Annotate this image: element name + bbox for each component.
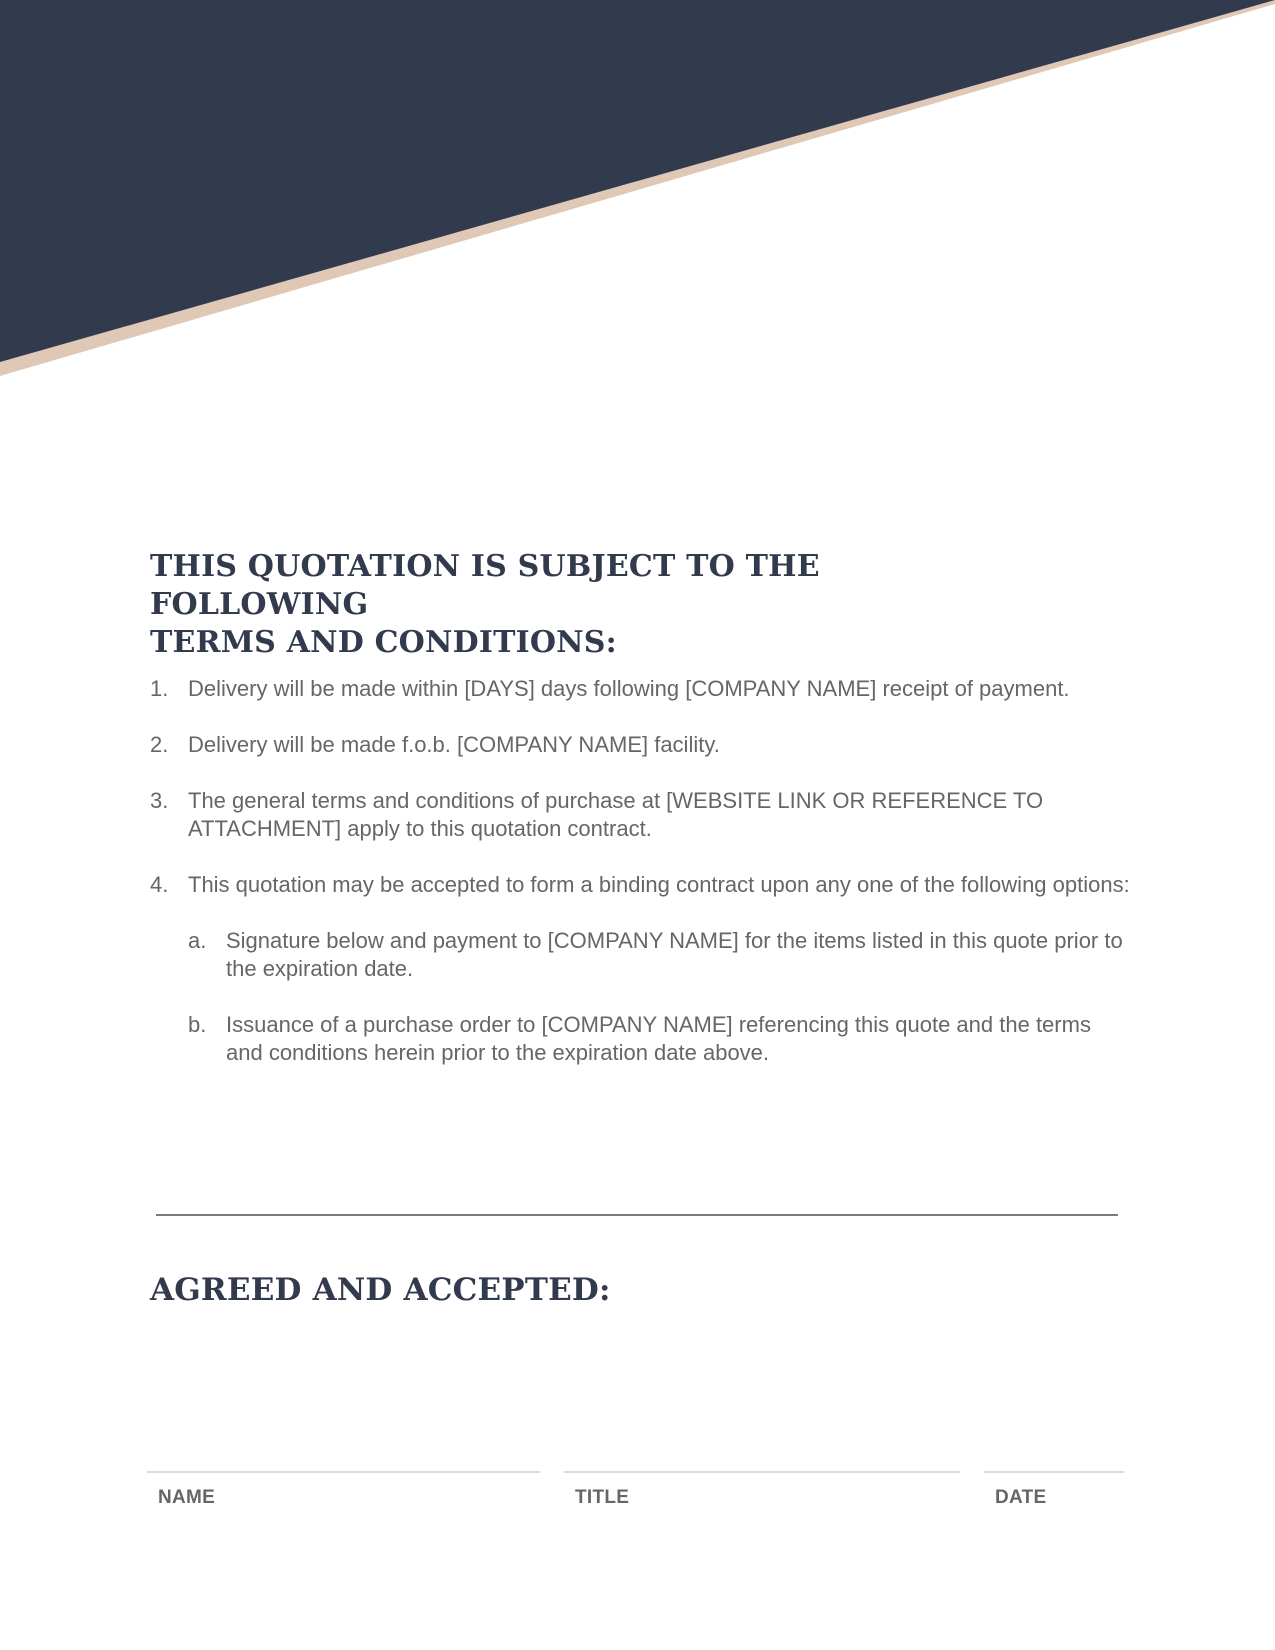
sub-text: Signature below and payment to [COMPANY NAME] for the items listed in this quote prior to the expiration date. xyxy=(226,928,1123,981)
term-text: Delivery will be made f.o.b. [COMPANY NAME] facility. xyxy=(188,732,720,757)
terms-heading-line1: THIS QUOTATION IS SUBJECT TO THE FOLLOWING xyxy=(150,549,820,622)
header-banner xyxy=(0,0,1275,400)
sub-item-b xyxy=(188,1011,1130,1067)
title-label: TITLE xyxy=(575,1487,630,1508)
title-signature-line xyxy=(564,1471,960,1473)
term-item-4 xyxy=(150,871,1130,1067)
term-marker: 2. xyxy=(150,732,169,757)
term-text: This quotation may be accepted to form a binding contract upon any one of the following options: xyxy=(188,872,1130,897)
banner-navy-shape xyxy=(0,0,1275,362)
title-signature-field[interactable] xyxy=(564,1471,960,1531)
term-marker: 1. xyxy=(150,676,169,701)
section-divider xyxy=(156,1214,1118,1216)
term-item-1 xyxy=(150,675,1130,703)
term-item-2 xyxy=(150,731,1130,759)
sub-marker: a. xyxy=(188,928,207,953)
sub-text: Issuance of a purchase order to [COMPANY NAME] referencing this quote and the terms and conditions herein prior to the expiration date above. xyxy=(226,1012,1091,1065)
name-label: NAME xyxy=(158,1487,216,1508)
agreed-heading: AGREED AND ACCEPTED: xyxy=(150,1272,611,1308)
date-label: DATE xyxy=(995,1487,1047,1508)
terms-list xyxy=(150,675,1130,1095)
terms-heading xyxy=(150,548,950,662)
term-sub-list xyxy=(188,927,1130,1067)
sub-marker: b. xyxy=(188,1012,207,1037)
term-marker: 4. xyxy=(150,872,169,897)
date-signature-line xyxy=(984,1471,1124,1473)
name-signature-field[interactable] xyxy=(147,1471,540,1531)
terms-heading-line2: TERMS AND CONDITIONS: xyxy=(150,625,617,660)
term-text: The general terms and conditions of purchase at [WEBSITE LINK OR REFERENCE TO ATTACHMENT] apply to this quotation contract. xyxy=(188,788,1044,841)
term-body xyxy=(188,871,1130,1067)
sub-item-a xyxy=(188,927,1130,983)
term-item-3 xyxy=(150,787,1130,843)
term-text: Delivery will be made within [DAYS] days following [COMPANY NAME] receipt of payment. xyxy=(188,676,1070,701)
date-signature-field[interactable] xyxy=(984,1471,1124,1531)
name-signature-line xyxy=(147,1471,540,1473)
term-marker: 3. xyxy=(150,788,169,813)
